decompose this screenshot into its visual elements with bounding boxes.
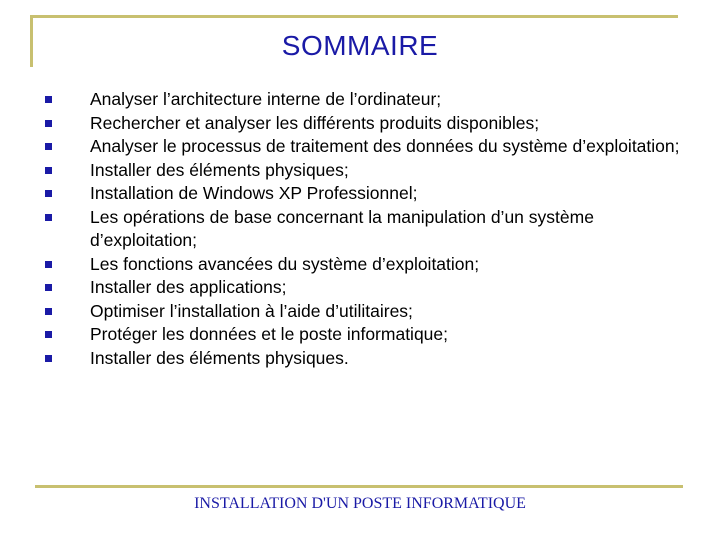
- agenda-item: [42, 112, 682, 136]
- square-bullet-icon: [45, 96, 52, 103]
- agenda-item-text: Protéger les données et le poste informatique;: [90, 324, 448, 344]
- agenda-item-text: Installer des éléments physiques.: [90, 347, 349, 368]
- square-bullet-icon: [45, 355, 52, 362]
- agenda-item: [42, 159, 682, 183]
- agenda-item-text: Rechercher et analyser les différents produits disponibles;: [90, 112, 540, 133]
- agenda-item: [42, 253, 682, 277]
- agenda-list: [42, 88, 682, 370]
- square-bullet-icon: [45, 331, 52, 338]
- square-bullet-icon: [45, 143, 52, 150]
- agenda-item-text: Optimiser l’installation à l’aide d’utilitaires;: [90, 300, 413, 321]
- agenda-item: [42, 276, 682, 300]
- agenda-item-text: Analyser l’architecture interne de l’ordinateur;: [90, 89, 442, 109]
- agenda-item: [42, 88, 682, 112]
- agenda-item: [42, 135, 682, 159]
- square-bullet-icon: [45, 261, 52, 268]
- agenda-item-text: Analyser le processus de traitement des données du système d’exploitation;: [90, 136, 680, 156]
- agenda-item-text: Installer des applications;: [90, 277, 287, 297]
- square-bullet-icon: [45, 284, 52, 291]
- agenda-item: [42, 300, 682, 324]
- square-bullet-icon: [45, 120, 52, 127]
- agenda-item: [42, 206, 682, 253]
- footer-rule: [35, 485, 683, 488]
- agenda-item: [42, 323, 682, 347]
- agenda-item: [42, 347, 682, 371]
- footer-title: INSTALLATION D'UN POSTE INFORMATIQUE: [194, 495, 526, 512]
- agenda-item-text: Les opérations de base concernant la manipulation d’un système d’exploitation;: [90, 206, 594, 250]
- agenda-item-text: Installer des éléments physiques;: [90, 159, 349, 180]
- agenda-item: [42, 182, 682, 206]
- square-bullet-icon: [45, 167, 52, 174]
- title-frame-top-rule: [30, 15, 678, 18]
- agenda-item-text: Les fonctions avancées du système d’exploitation;: [90, 253, 480, 274]
- slide-title: SOMMAIRE: [281, 30, 439, 61]
- square-bullet-icon: [45, 190, 52, 197]
- square-bullet-icon: [45, 214, 52, 221]
- agenda-item-text: Installation de Windows XP Professionnel;: [90, 183, 418, 203]
- square-bullet-icon: [45, 308, 52, 315]
